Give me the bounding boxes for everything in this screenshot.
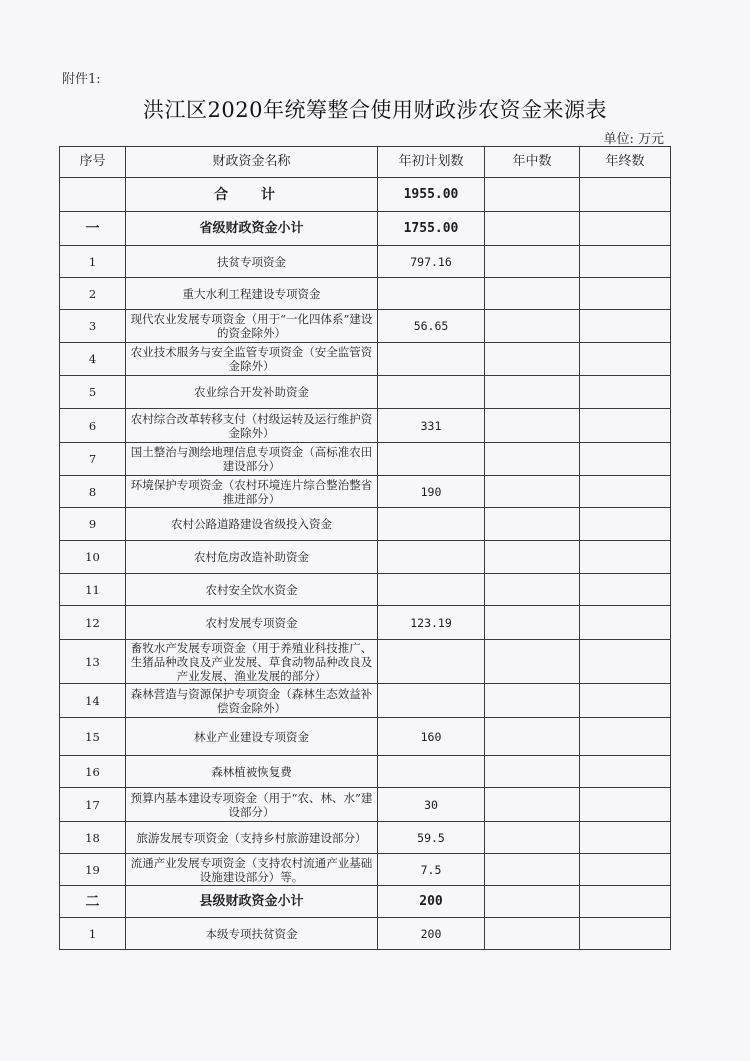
row-yearend [580,476,671,508]
row-name: 国土整治与测绘地理信息专项资金（高标准农田建设部分） [126,443,378,476]
total-index [60,178,126,212]
row-name: 本级专项扶贫资金 [126,918,378,950]
row-plan: 123.19 [378,606,485,640]
row-plan [378,508,485,541]
row-index: 18 [60,822,126,854]
row-name: 农村发展专项资金 [126,606,378,640]
attachment-label: 附件1: [62,72,101,87]
row-index: 3 [60,310,126,343]
row-name: 流通产业发展专项资金（支持农村流通产业基础设施建设部分）等。 [126,854,378,886]
row-yearend [580,376,671,409]
row-name: 农村公路道路建设省级投入资金 [126,508,378,541]
row-plan: 797.16 [378,246,485,278]
table-row [60,508,671,541]
row-midyear [485,508,580,541]
row-yearend [580,854,671,886]
row-name: 预算内基本建设专项资金（用于“农、林、水”建设部分） [126,788,378,822]
row-midyear [485,606,580,640]
provincial-yearend [580,212,671,246]
row-midyear [485,822,580,854]
row-midyear [485,918,580,950]
table-row [60,246,671,278]
row-yearend [580,310,671,343]
row-yearend [580,756,671,788]
funding-table [59,146,671,950]
provincial-midyear [485,212,580,246]
county-index: 二 [60,886,126,918]
row-midyear [485,541,580,574]
row-yearend [580,246,671,278]
table-row [60,684,671,718]
row-yearend [580,541,671,574]
table-row [60,822,671,854]
row-yearend [580,684,671,718]
table-header-row [60,147,671,178]
row-name: 现代农业发展专项资金（用于“一化四体系”建设的资金除外） [126,310,378,343]
row-index: 17 [60,788,126,822]
row-plan: 30 [378,788,485,822]
row-midyear [485,343,580,376]
row-midyear [485,376,580,409]
row-name: 旅游发展专项资金（支持乡村旅游建设部分） [126,822,378,854]
row-plan [378,684,485,718]
row-index: 10 [60,541,126,574]
row-midyear [485,756,580,788]
county-midyear [485,886,580,918]
total-row [60,178,671,212]
row-plan [378,343,485,376]
row-name: 扶贫专项资金 [126,246,378,278]
row-name: 林业产业建设专项资金 [126,718,378,756]
row-plan: 59.5 [378,822,485,854]
table-row [60,443,671,476]
table-row [60,476,671,508]
row-yearend [580,918,671,950]
table-row [60,854,671,886]
total-label: 合 计 [126,178,378,212]
row-plan [378,278,485,310]
row-plan [378,541,485,574]
page-title: 洪江区2020年统筹整合使用财政涉农资金来源表 [143,98,607,122]
row-index: 1 [60,246,126,278]
row-index: 19 [60,854,126,886]
col-header-name: 财政资金名称 [126,147,378,178]
table-row [60,310,671,343]
table-row [60,343,671,376]
row-index: 8 [60,476,126,508]
row-yearend [580,788,671,822]
table-row [60,918,671,950]
row-midyear [485,310,580,343]
row-yearend [580,409,671,443]
col-header-yearend: 年终数 [580,147,671,178]
col-header-plan: 年初计划数 [378,147,485,178]
row-yearend [580,606,671,640]
table-row [60,788,671,822]
row-midyear [485,574,580,606]
row-index: 16 [60,756,126,788]
row-yearend [580,343,671,376]
row-plan [378,376,485,409]
row-yearend [580,718,671,756]
row-index: 7 [60,443,126,476]
row-plan: 331 [378,409,485,443]
row-index: 9 [60,508,126,541]
row-index: 15 [60,718,126,756]
provincial-plan: 1755.00 [378,212,485,246]
row-midyear [485,246,580,278]
row-midyear [485,684,580,718]
table-row [60,376,671,409]
provincial-subtotal-row [60,212,671,246]
row-yearend [580,574,671,606]
provincial-label: 省级财政资金小计 [126,212,378,246]
row-midyear [485,443,580,476]
row-midyear [485,854,580,886]
row-name: 环境保护专项资金（农村环境连片综合整治整省推进部分） [126,476,378,508]
col-header-midyear: 年中数 [485,147,580,178]
row-name: 农村综合改革转移支付（村级运转及运行维护资金除外） [126,409,378,443]
row-index: 14 [60,684,126,718]
row-midyear [485,278,580,310]
row-name: 农村安全饮水资金 [126,574,378,606]
row-index: 12 [60,606,126,640]
row-index: 1 [60,918,126,950]
row-yearend [580,508,671,541]
row-name: 农村危房改造补助资金 [126,541,378,574]
table-row [60,409,671,443]
table-row [60,756,671,788]
table-row [60,541,671,574]
row-name: 森林植被恢复费 [126,756,378,788]
county-yearend [580,886,671,918]
row-plan: 7.5 [378,854,485,886]
row-index: 11 [60,574,126,606]
row-midyear [485,718,580,756]
total-yearend [580,178,671,212]
row-name: 农业技术服务与安全监管专项资金（安全监管资金除外） [126,343,378,376]
table-row [60,640,671,684]
row-index: 6 [60,409,126,443]
row-name: 畜牧水产发展专项资金（用于养殖业科技推广、生猪品种改良及产业发展、草食动物品种改良及产业发展、渔业发展的部分） [126,640,378,684]
row-midyear [485,476,580,508]
row-name: 农业综合开发补助资金 [126,376,378,409]
row-index: 4 [60,343,126,376]
row-plan: 56.65 [378,310,485,343]
row-midyear [485,788,580,822]
row-yearend [580,640,671,684]
row-index: 2 [60,278,126,310]
table-row [60,718,671,756]
row-plan [378,640,485,684]
row-midyear [485,640,580,684]
unit-label: 单位: 万元 [603,132,664,147]
county-subtotal-row [60,886,671,918]
total-plan: 1955.00 [378,178,485,212]
provincial-index: 一 [60,212,126,246]
table-row [60,278,671,310]
row-name: 重大水利工程建设专项资金 [126,278,378,310]
table-row [60,574,671,606]
col-header-index: 序号 [60,147,126,178]
row-plan [378,756,485,788]
row-plan [378,443,485,476]
row-plan [378,574,485,606]
row-plan: 200 [378,918,485,950]
row-yearend [580,822,671,854]
table-row [60,606,671,640]
row-index: 5 [60,376,126,409]
row-index: 13 [60,640,126,684]
row-midyear [485,409,580,443]
row-name: 森林营造与资源保护专项资金（森林生态效益补偿资金除外） [126,684,378,718]
county-label: 县级财政资金小计 [126,886,378,918]
county-plan: 200 [378,886,485,918]
row-plan: 160 [378,718,485,756]
row-yearend [580,443,671,476]
row-plan: 190 [378,476,485,508]
total-midyear [485,178,580,212]
row-yearend [580,278,671,310]
